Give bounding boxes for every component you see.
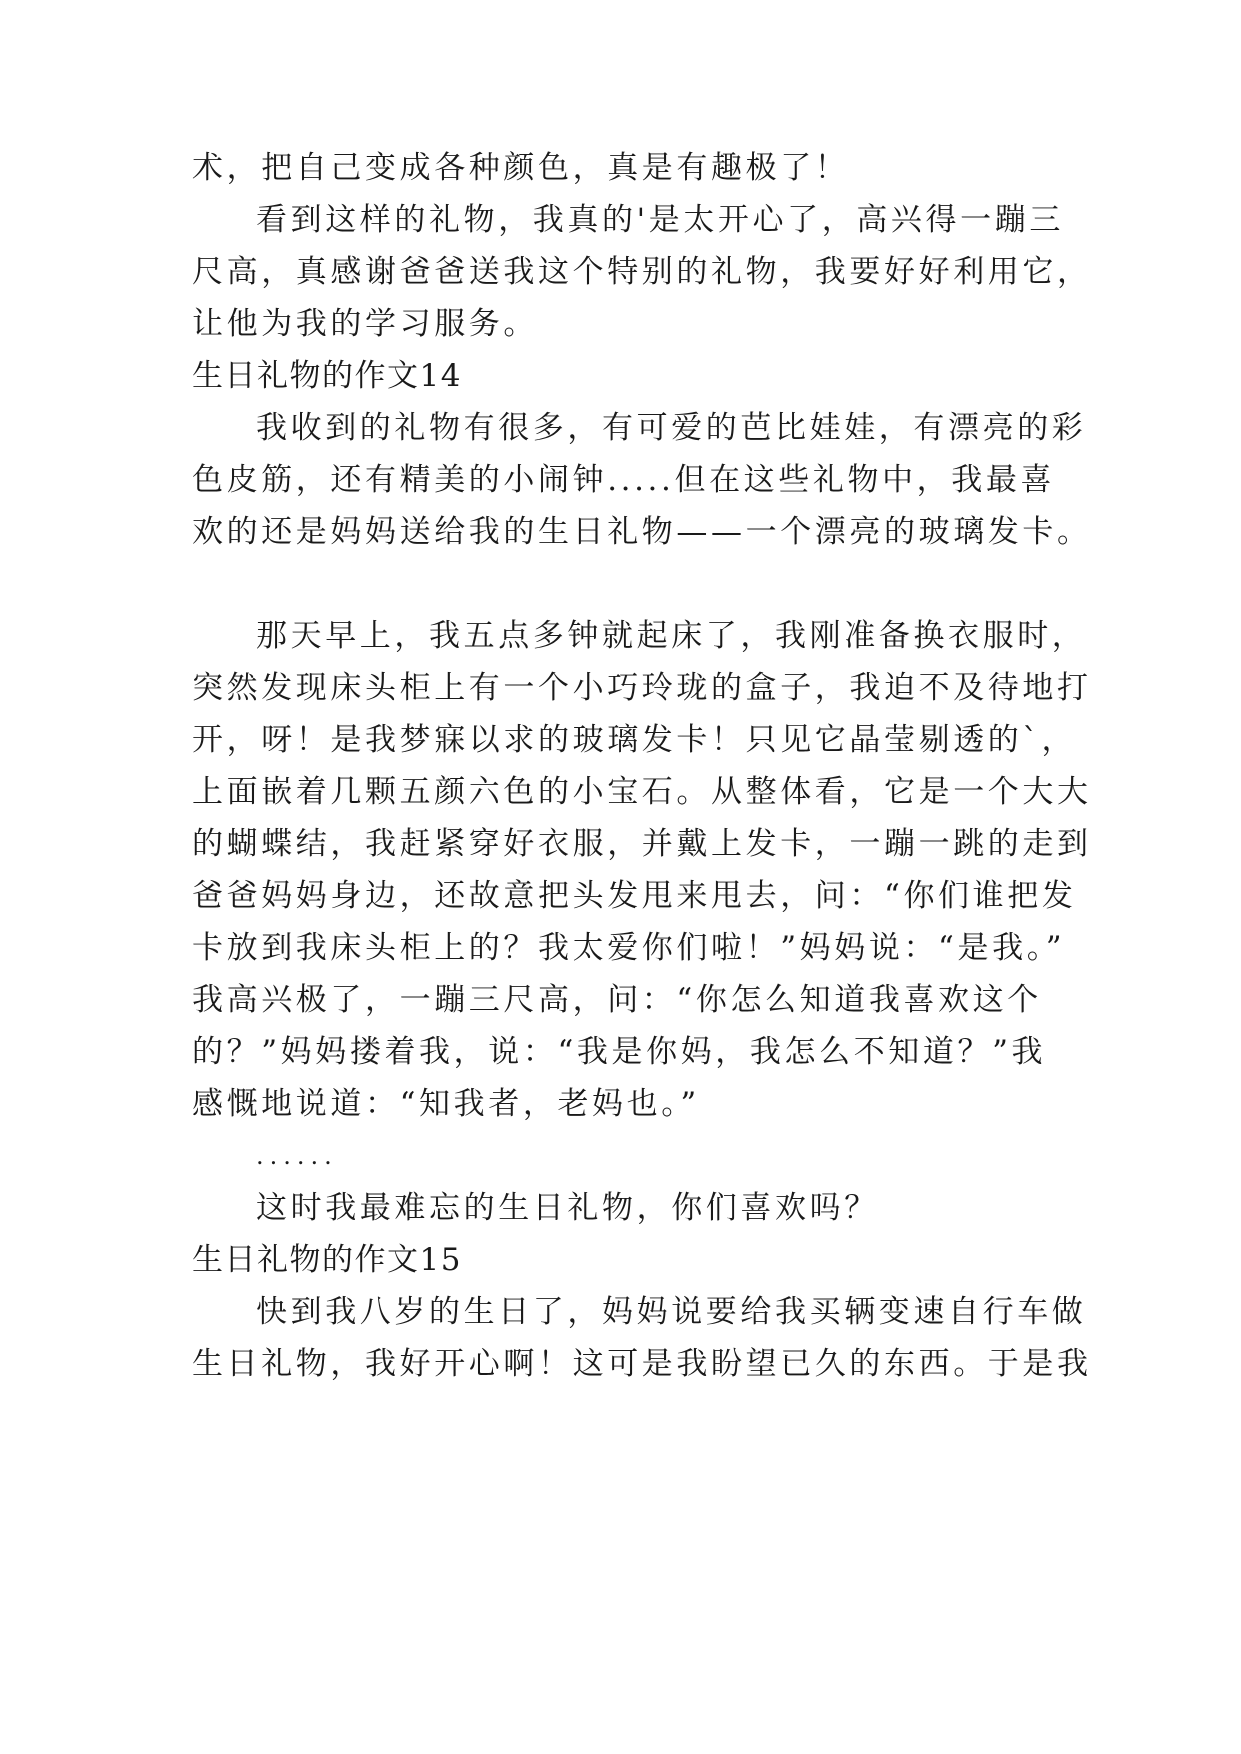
text-line: 的蝴蝶结，我赶紧穿好衣服，并戴上发卡，一蹦一跳的走到 [192, 826, 1092, 862]
paragraph-start: 我收到的礼物有很多，有可爱的芭比娃娃，有漂亮的彩 [256, 410, 1087, 446]
text-line: 上面嵌着几颗五颜六色的小宝石。从整体看，它是一个大大 [192, 774, 1092, 810]
text-line: 开，呀！是我梦寐以求的玻璃发卡！只见它晶莹剔透的`， [192, 722, 1077, 758]
text-line: 尺高，真感谢爸爸送我这个特别的礼物，我要好好利用它， [192, 254, 1092, 290]
section-heading: 生日礼物的作文15 [192, 1242, 462, 1278]
paragraph-start: 这时我最难忘的生日礼物，你们喜欢吗？ [256, 1190, 879, 1226]
section-heading: 生日礼物的作文14 [192, 358, 462, 394]
text-line: 生日礼物，我好开心啊！这可是我盼望已久的东西。于是我 [192, 1346, 1092, 1382]
paragraph-start: 快到我八岁的生日了，妈妈说要给我买辆变速自行车做 [256, 1294, 1087, 1330]
text-line: 的？”妈妈搂着我，说：“我是你妈，我怎么不知道？”我 [192, 1034, 1047, 1070]
text-line: 让他为我的学习服务。 [192, 306, 538, 342]
text-line: 爸爸妈妈身边，还故意把头发甩来甩去，问：“你们谁把发 [192, 878, 1077, 914]
text-line: 术，把自己变成各种颜色，真是有趣极了！ [192, 150, 850, 186]
text-line: 欢的还是妈妈送给我的生日礼物——一个漂亮的玻璃发卡。 [192, 514, 1092, 550]
text-line: 感慨地说道：“知我者，老妈也。” [192, 1086, 700, 1122]
text-line: 我高兴极了，一蹦三尺高，问：“你怎么知道我喜欢这个 [192, 982, 1042, 1018]
text-line: 色皮筋，还有精美的小闹钟.....但在这些礼物中，我最喜 [192, 462, 1056, 498]
paragraph-start: 看到这样的礼物，我真的'是太开心了，高兴得一蹦三 [256, 202, 1064, 238]
text-line: 卡放到我床头柜上的？我太爱你们啦！”妈妈说：“是我。” [192, 930, 1066, 966]
text-line: 突然发现床头柜上有一个小巧玲珑的盒子，我迫不及待地打 [192, 670, 1092, 706]
ellipsis: ...... [256, 1142, 338, 1170]
paragraph-start: 那天早上，我五点多钟就起床了，我刚准备换衣服时， [256, 618, 1087, 654]
